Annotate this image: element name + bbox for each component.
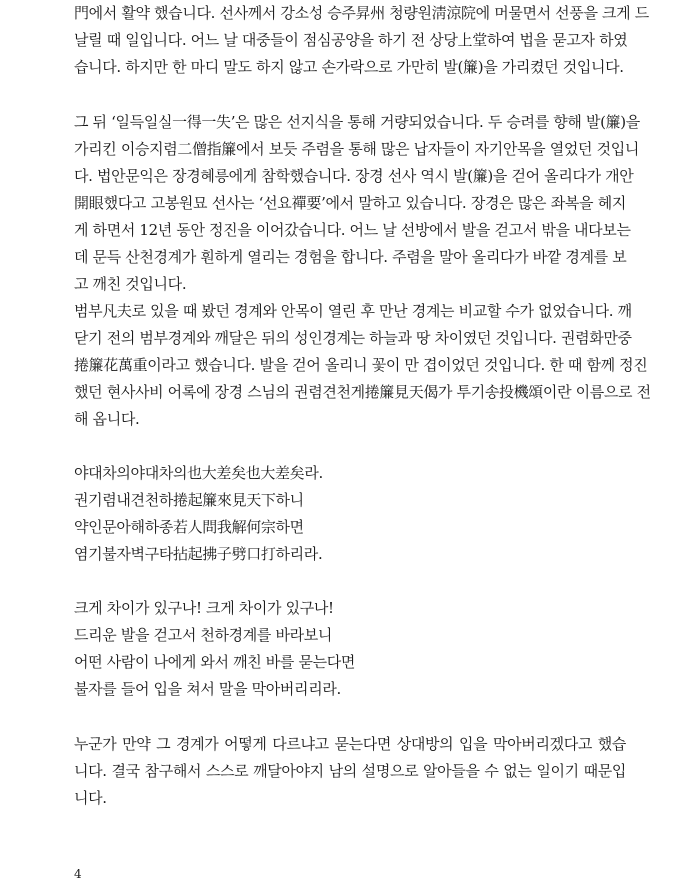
text-line: 니다. [74, 789, 107, 807]
verse-line: 어떤 사람이 나에게 와서 깨친 바를 묻는다면 [74, 653, 356, 671]
verse-line: 권기렴내견천하捲起簾來見天下하니 [74, 491, 304, 509]
text-line: 게 하면서 12년 동안 정진을 이어갔습니다. 어느 날 선방에서 발을 걷고서 밖을 내다보는 [74, 221, 631, 239]
verse-line: 야대차의야대차의也大差矣也大差矣라. [74, 464, 323, 482]
verse-line: 크게 차이가 있구나! 크게 차이가 있구나! [74, 599, 334, 617]
text-line: 開眼했다고 고봉원묘 선사는 ‘선요禪要’에서 말하고 있습니다. 장경은 많은 좌복을 헤지 [74, 194, 626, 212]
text-line: 했던 현사사비 어록에 장경 스님의 권렴견천게捲簾見天偈가 투기송投機頌이란 이름으로 전 [74, 383, 651, 401]
text-line: 니다. 결국 참구해서 스스로 깨달아야지 남의 설명으로 알아들을 수 없는 일이기 때문입 [74, 762, 626, 780]
text-line: 습니다. 하지만 한 마디 말도 하지 않고 손가락으로 가만히 발(簾)을 가리켰던 것입니다. [74, 58, 624, 76]
verse-line: 염기불자벽구타拈起拂子劈口打하리라. [74, 545, 323, 563]
page-number: 4 [74, 867, 82, 881]
text-line: 닫기 전의 범부경계와 깨달은 뒤의 성인경계는 하늘과 땅 차이였던 것입니다. 권렴화만중 [74, 329, 632, 347]
text-line: 捲簾花萬重이라고 했습니다. 발을 걷어 올리니 꽃이 만 겹이었던 것입니다. 한 때 함께 정진 [74, 356, 648, 374]
verse-line: 드리운 발을 걷고서 천하경계를 바라보니 [74, 626, 333, 644]
text-line: 門에서 활약 했습니다. 선사께서 강소성 승주昇州 청량원淸涼院에 머물면서 선풍을 크게 드 [74, 4, 649, 22]
verse-line: 약인문아해하종若人問我解何宗하면 [74, 518, 304, 536]
text-line: 날릴 때 일입니다. 어느 날 대중들이 점심공양을 하기 전 상당上堂하여 법을 묻고자 하였 [74, 31, 628, 49]
text-line: 그 뒤 ‘일득일실一得一失’은 많은 선지식을 통해 거량되었습니다. 두 승려를 향해 발(簾)을 [74, 113, 640, 131]
verse-line: 불자를 들어 입을 쳐서 말을 막아버리리라. [74, 680, 341, 698]
text-line: 범부凡夫로 있을 때 봤던 경계와 안목이 열린 후 만난 경계는 비교할 수가 없었습니다. 깨 [74, 302, 632, 320]
text-line: 가리킨 이승지렴二僧指簾에서 보듯 주렴을 통해 많은 납자들이 자기안목을 열었던 것입니 [74, 140, 639, 158]
text-line: 데 문득 산천경계가 훤하게 열리는 경험을 합니다. 주렴을 말아 올리다가 바깥 경계를 보 [74, 248, 627, 266]
text-line: 누군가 만약 그 경계가 어떻게 다르냐고 묻는다면 상대방의 입을 막아버리겠다고 했습 [74, 735, 626, 753]
text-line: 해 옵니다. [74, 410, 140, 428]
text-line: 다. 법안문익은 장경혜릉에게 참학했습니다. 장경 선사 역시 발(簾)을 걷어 올리다가 개안 [74, 167, 634, 185]
text-line: 고 깨친 것입니다. [74, 275, 187, 293]
